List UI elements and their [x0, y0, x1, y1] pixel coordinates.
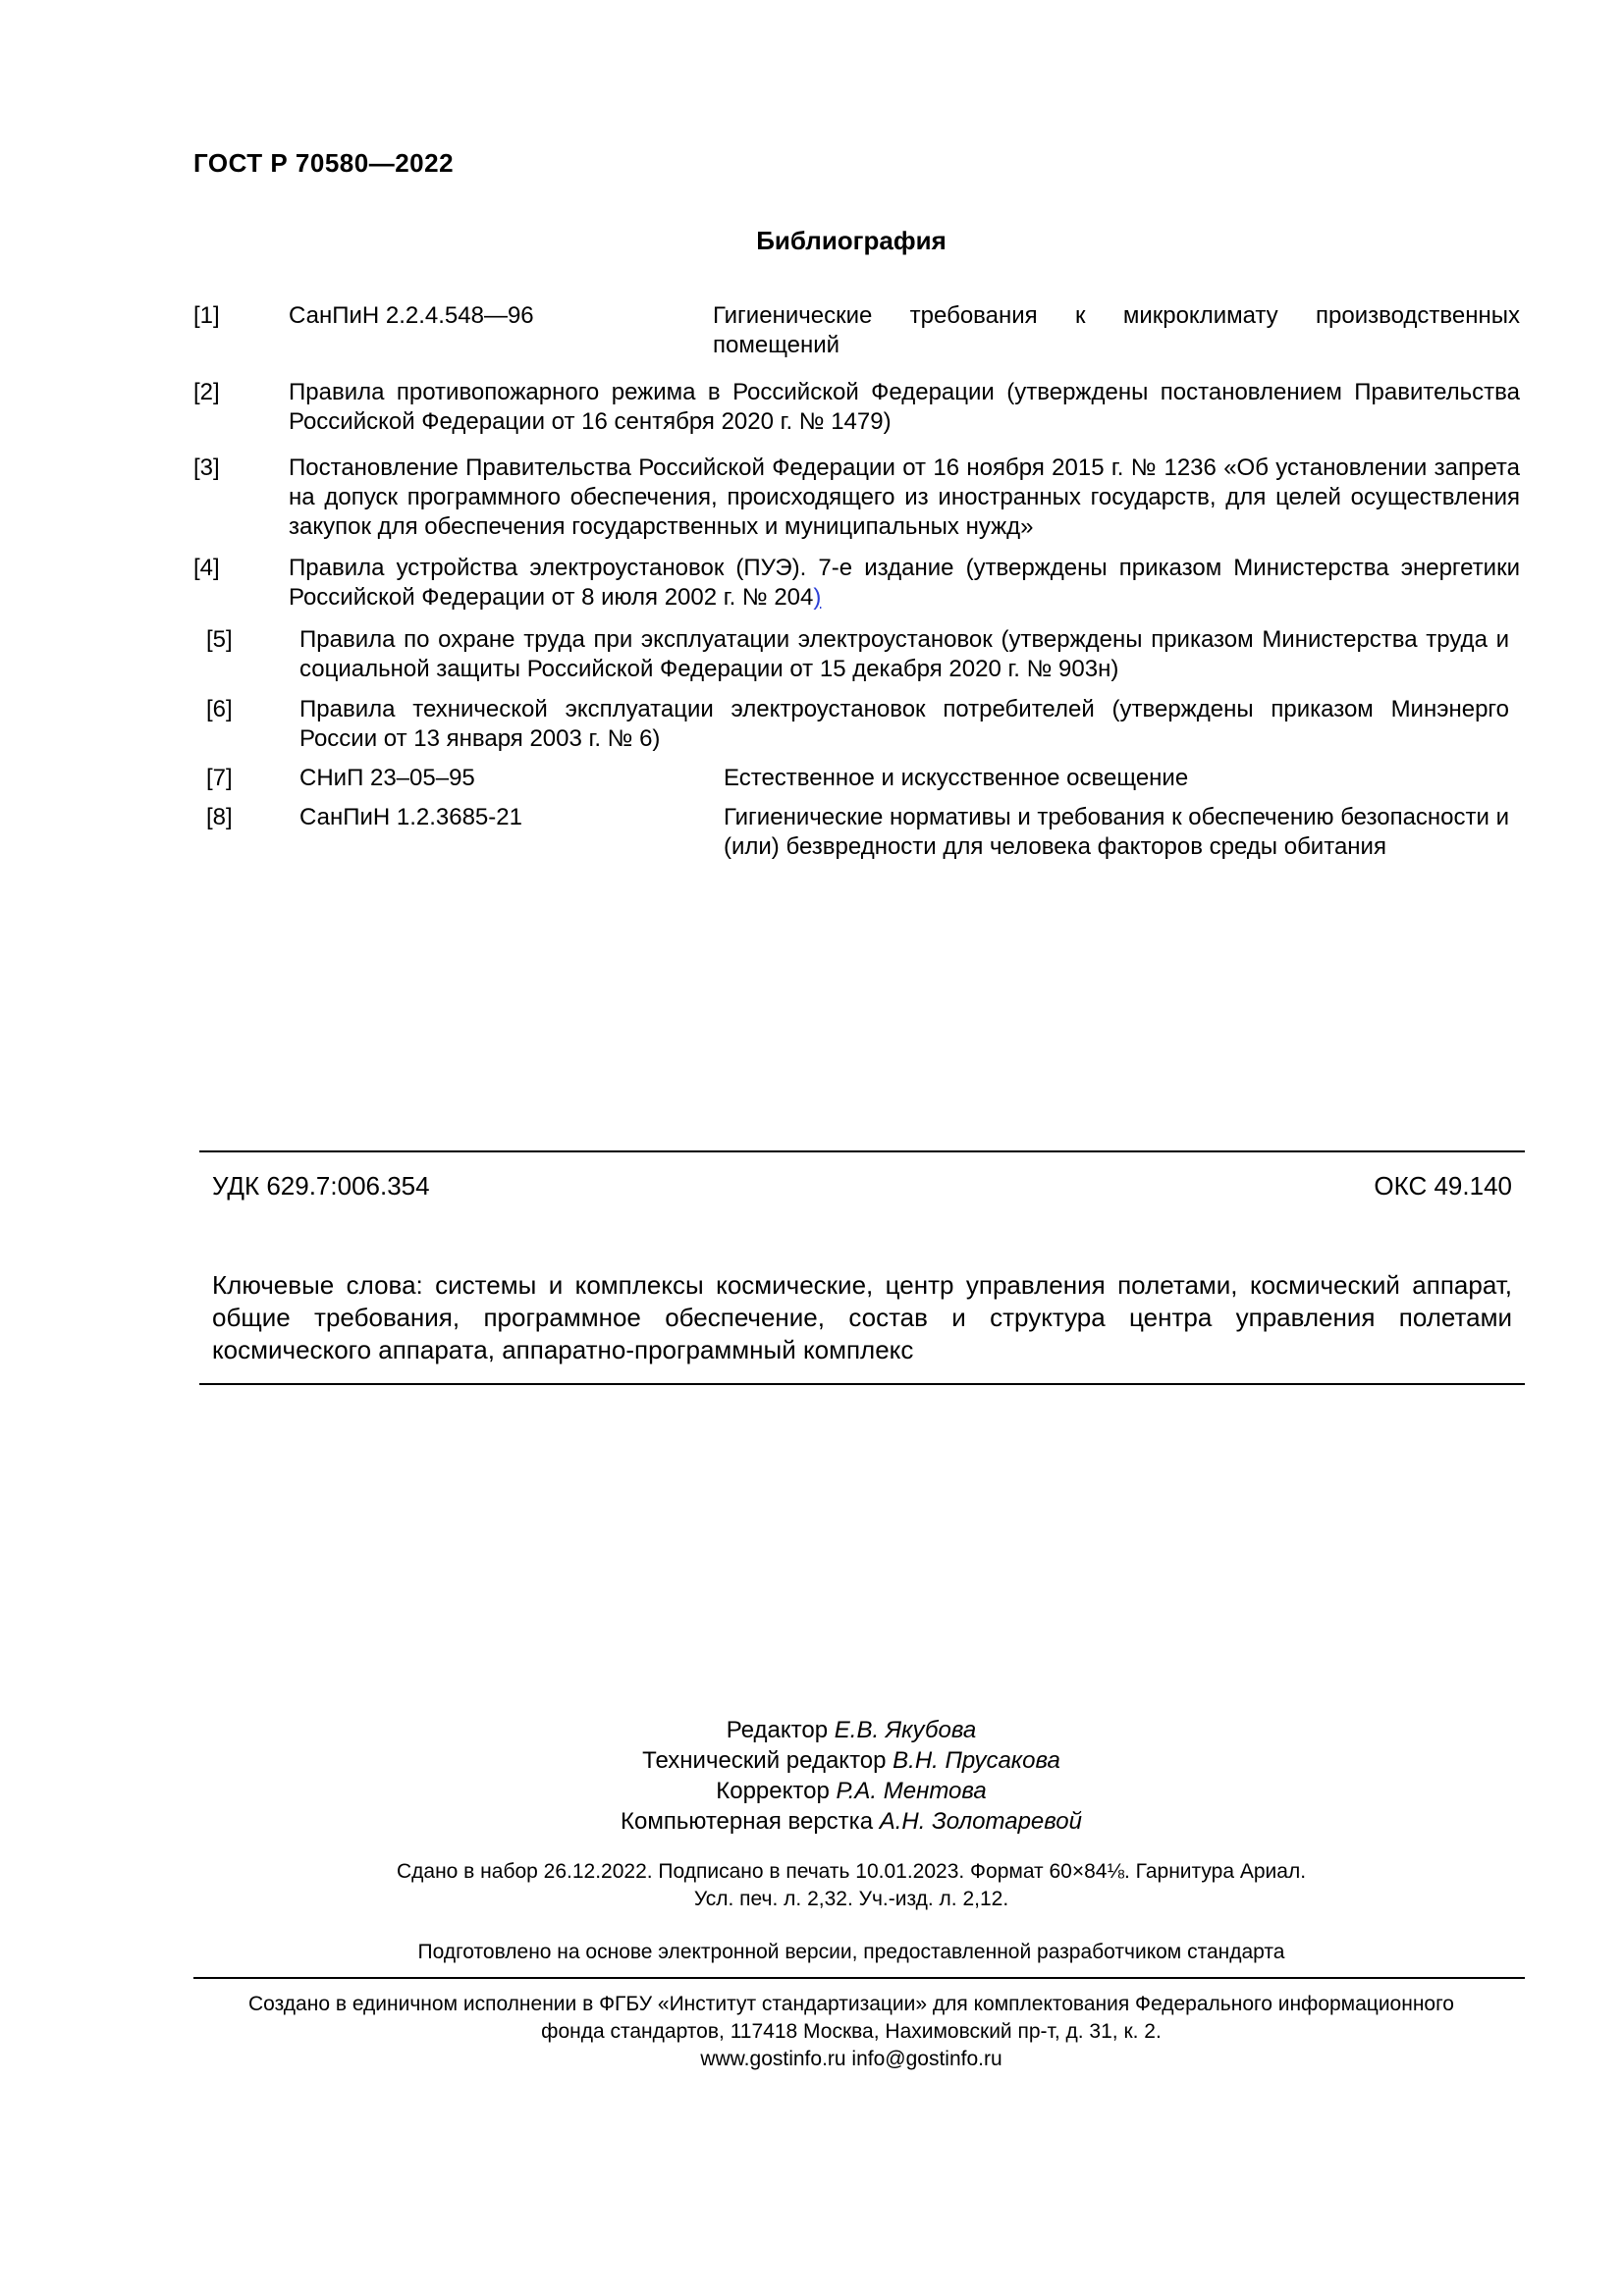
bib-link-paren[interactable]: )	[813, 584, 822, 611]
bib-text: Постановление Правительства Российской Федерации от 16 ноября 2015 г. № 1236 «Об установлении запрета на допуск программного обеспечения, происходящего из иностранных государств, для целей осуществления закупок для обеспечения государственных и муниципальных нужд»	[289, 454, 1520, 540]
imprint-line-1: Сдано в набор 26.12.2022. Подписано в печать 10.01.2023. Формат 60×84⅛. Гарнитура Ариал.	[396, 1860, 1307, 1883]
bib-number: [5]	[206, 626, 233, 653]
credit-label: Корректор	[716, 1778, 830, 1804]
bib-text: Естественное и искусственное освещение	[724, 765, 1189, 791]
imprint-web-links[interactable]: www.gostinfo.ru info@gostinfo.ru	[700, 2048, 1002, 2070]
credit-person: В.Н. Прусакова	[893, 1747, 1060, 1774]
bib-text: Правила противопожарного режима в Российской Федерации (утверждены постановлением Правительства Российской Федерации от 16 сентября 2020 г. № 1479)	[289, 379, 1520, 435]
divider-imprint	[193, 1977, 1525, 1979]
bib-text: Правила устройства электроустановок (ПУЭ). 7-е издание (утверждены приказом Министерства энергетики Российской Федерации от 8 июля 2002 г. № 204	[289, 555, 1520, 611]
bib-code: СНиП 23–05–95	[299, 765, 475, 791]
oks-code: ОКС 49.140	[1374, 1171, 1512, 1201]
imprint-prepared: Подготовлено на основе электронной версии, предоставленной разработчиком стандарта	[417, 1941, 1285, 1963]
credits	[0, 1715, 1624, 1837]
divider-keywords	[199, 1383, 1525, 1385]
divider-top	[199, 1150, 1525, 1152]
keywords: Ключевые слова: системы и комплексы космические, центр управления полетами, космический аппарат, общие требования, программное обеспечение, состав и структура центра управления полетами космического аппарата, аппаратно-программный комплекс	[212, 1270, 1512, 1364]
bib-text: Правила по охране труда при эксплуатации электроустановок (утверждены приказом Министерства труда и социальной защиты Российской Федерации от 15 декабря 2020 г. № 903н)	[299, 626, 1509, 682]
document-id: ГОСТ Р 70580—2022	[193, 148, 455, 178]
bib-text: Гигиенические требования к микроклимату производственных помещений	[713, 302, 1520, 358]
bib-number: [7]	[206, 765, 233, 791]
bib-text-wrap	[289, 554, 1520, 613]
udk-code: УДК 629.7:006.354	[212, 1171, 430, 1201]
bib-code: СанПиН 1.2.3685-21	[299, 804, 522, 830]
imprint-created	[0, 1991, 1624, 2073]
credit-tech-editor	[79, 1745, 1624, 1776]
bib-number: [1]	[193, 302, 220, 329]
bibliography-title: Библиография	[756, 226, 947, 255]
credit-person: Р.А. Ментова	[836, 1778, 987, 1804]
bib-code: СанПиН 2.2.4.548—96	[289, 302, 534, 329]
credit-label: Технический редактор	[642, 1747, 887, 1774]
bib-text: Гигиенические нормативы и требования к обеспечению безопасности и (или) безвредности для человека факторов среды обитания	[724, 804, 1509, 860]
credit-person: А.Н. Золотаревой	[879, 1808, 1082, 1835]
bib-number: [2]	[193, 379, 220, 405]
imprint-print-data	[0, 1858, 1624, 1913]
imprint-line-2: Усл. печ. л. 2,32. Уч.-изд. л. 2,12.	[693, 1888, 1009, 1910]
credit-layout	[79, 1806, 1624, 1837]
credit-editor	[79, 1715, 1624, 1745]
credit-label: Редактор	[726, 1717, 829, 1743]
credit-person: Е.В. Якубова	[834, 1717, 977, 1743]
credit-label: Компьютерная верстка	[621, 1808, 874, 1835]
imprint-created-line-2: фонда стандартов, 117418 Москва, Нахимовский пр-т, д. 31, к. 2.	[541, 2020, 1162, 2043]
bib-number: [4]	[193, 555, 220, 581]
imprint-created-line-1: Создано в единичном исполнении в ФГБУ «Институт стандартизации» для комплектования Федерального информационного	[248, 1993, 1454, 2015]
bib-number: [6]	[206, 696, 233, 722]
bib-number: [8]	[206, 804, 233, 830]
bib-number: [3]	[193, 454, 220, 481]
bib-text: Правила технической эксплуатации электроустановок потребителей (утверждены приказом Минэнерго России от 13 января 2003 г. № 6)	[299, 696, 1509, 752]
credit-corrector	[79, 1776, 1624, 1806]
